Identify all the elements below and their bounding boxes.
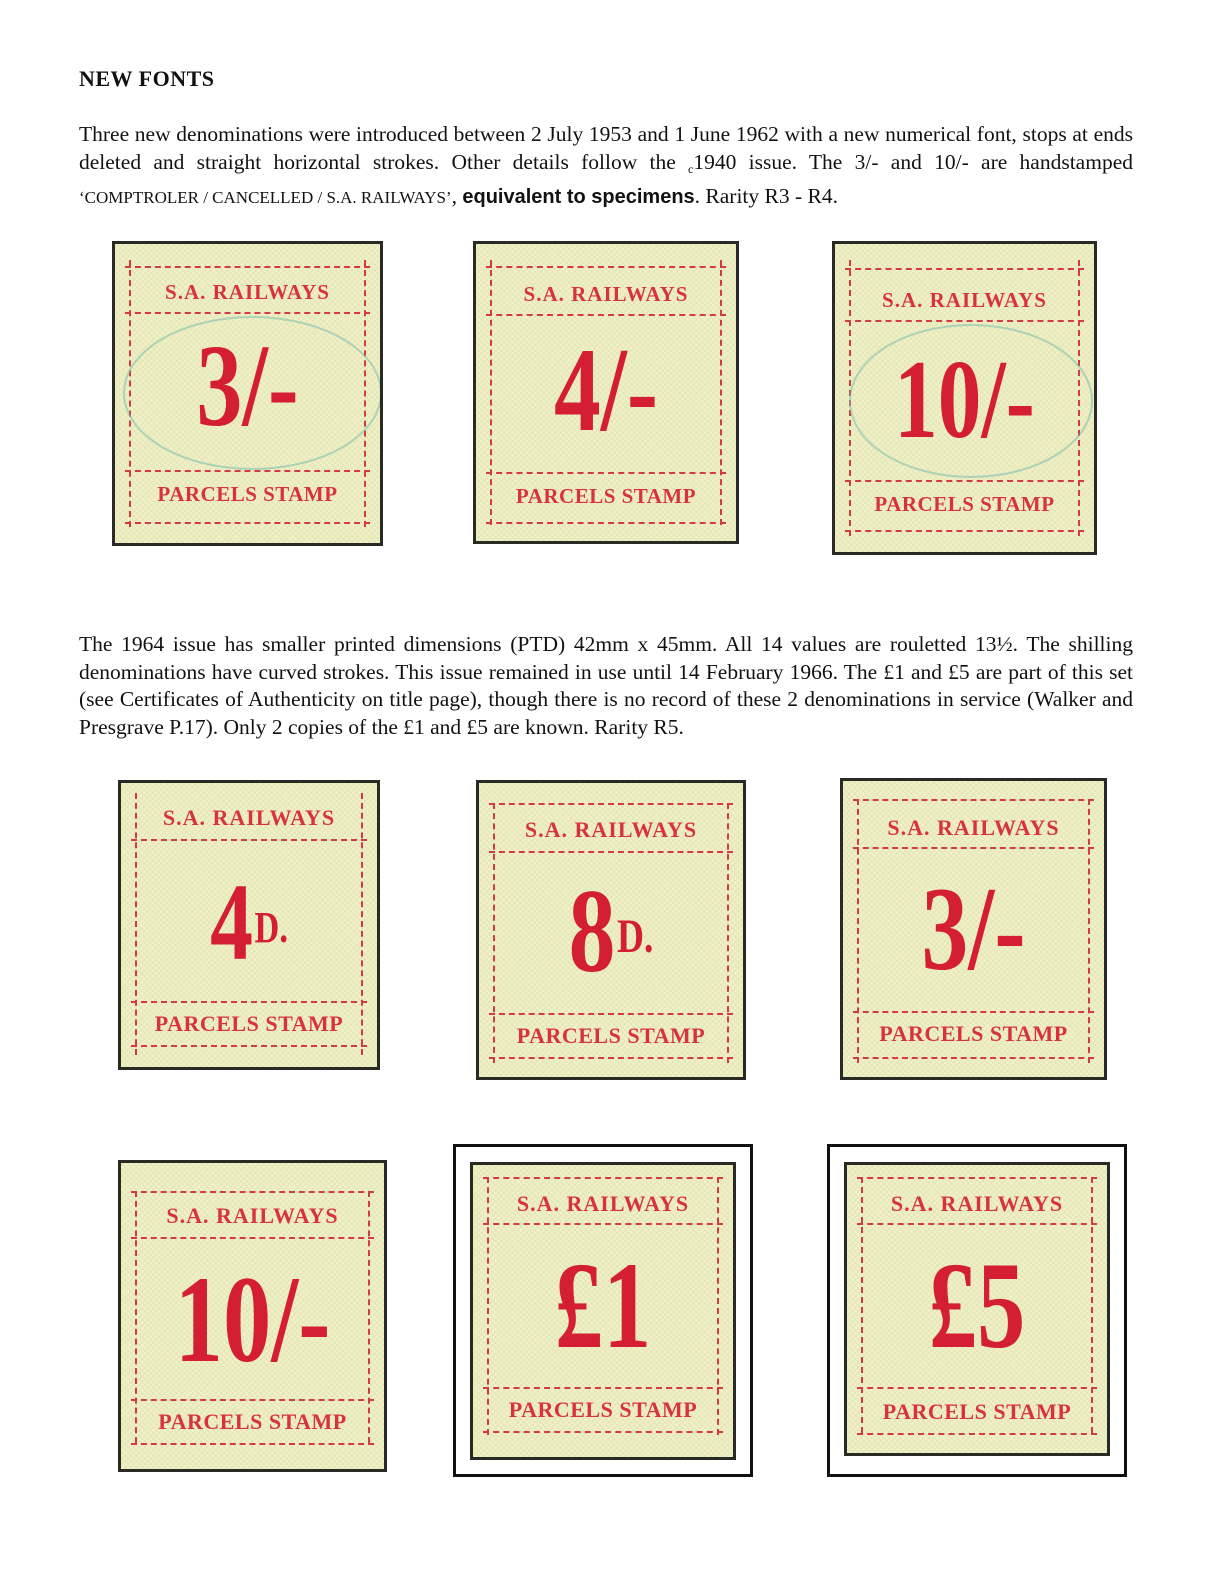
intro-text-d: . Rarity R3 - R4. [694, 184, 838, 208]
stamp-footer: PARCELS STAMP [516, 1023, 706, 1048]
stamp-value [149, 857, 349, 987]
handstamp-text: ‘COMPTROLER / CANCELLED / S.A. RAILWAYS’ [79, 188, 452, 207]
stamp-footer: PARCELS STAMP [879, 1021, 1068, 1046]
stamp-title: S.A. RAILWAYS [887, 815, 1060, 840]
stamp-value: 3/- [196, 320, 299, 451]
stamp-10-shilling-1964 [118, 1160, 387, 1472]
stamp-footer: PARCELS STAMP [515, 484, 697, 508]
stamp-4-shilling-1953 [473, 241, 739, 544]
intro-text-c: , [451, 184, 463, 208]
stamp-value [508, 861, 714, 1001]
intro-text-a: Three new denominations were introduced between 2 July 1953 and 1 June 1962 with a new numerical font, stops at ends deleted and straight horizontal strokes. Other details follow the [79, 122, 1133, 174]
stamp-title: S.A. RAILWAYS [524, 817, 698, 842]
specimen-note: equivalent to specimens [462, 186, 695, 208]
stamp-1-pound-1964 [470, 1162, 736, 1460]
stamp-title: S.A. RAILWAYS [165, 280, 330, 304]
stamp-8-pence-1964 [476, 780, 746, 1080]
stamp-10-shilling-1953 [832, 241, 1097, 555]
stamp-value: £1 [554, 1237, 652, 1374]
circa-mark: c [688, 161, 694, 176]
stamp-title: S.A. RAILWAYS [162, 805, 336, 830]
stamp-value-number: 8 [568, 864, 616, 997]
stamp-footer: PARCELS STAMP [882, 1399, 1072, 1424]
stamp-value: 3/- [921, 862, 1026, 995]
stamp-title: S.A. RAILWAYS [166, 1203, 339, 1228]
issue-1964-paragraph: The 1964 issue has smaller printed dimensions (PTD) 42mm x 45mm. All 14 values are rouletted 13½. The shilling denominations have curved strokes. This issue remained in use until 14 February 1966. The £1 and £5 are part of this set (see Certificates of Authenticity on title page), though there is no record of these 2 denominations in service (Walker and Presgrave P.17). Only 2 copies of the £1 and £5 are known. Rarity R5. [79, 632, 1133, 739]
stamp-value-pence: D. [254, 903, 288, 952]
stamp-title: S.A. RAILWAYS [882, 288, 1047, 312]
stamp-footer: PARCELS STAMP [508, 1397, 698, 1422]
stamp-3-shilling-1953 [112, 241, 383, 546]
stamp-footer: PARCELS STAMP [874, 492, 1055, 516]
page-heading: NEW FONTS [79, 66, 215, 91]
stamp-title: S.A. RAILWAYS [890, 1191, 1064, 1216]
stamp-value: 10/- [174, 1251, 331, 1388]
stamp-footer: PARCELS STAMP [157, 482, 338, 506]
stamp-value: 10/- [894, 338, 1035, 462]
stamp-value-pence: D. [616, 910, 654, 963]
stamp-4-pence-1964 [118, 780, 380, 1070]
stamp-value: 4/- [554, 323, 658, 456]
intro-paragraph [79, 121, 1133, 212]
stamp-value: £5 [928, 1237, 1026, 1374]
stamp-footer: PARCELS STAMP [154, 1011, 344, 1036]
stamp-3-shilling-1964 [840, 778, 1107, 1080]
stamp-5-pound-1964 [844, 1162, 1110, 1456]
intro-text-b: 1940 issue. The 3/- and 10/- are handstamped [693, 149, 1133, 174]
stamp-footer: PARCELS STAMP [158, 1409, 347, 1434]
stamp-title: S.A. RAILWAYS [516, 1191, 690, 1216]
stamp-value-number: 4 [210, 861, 253, 983]
stamp-title: S.A. RAILWAYS [523, 282, 689, 306]
